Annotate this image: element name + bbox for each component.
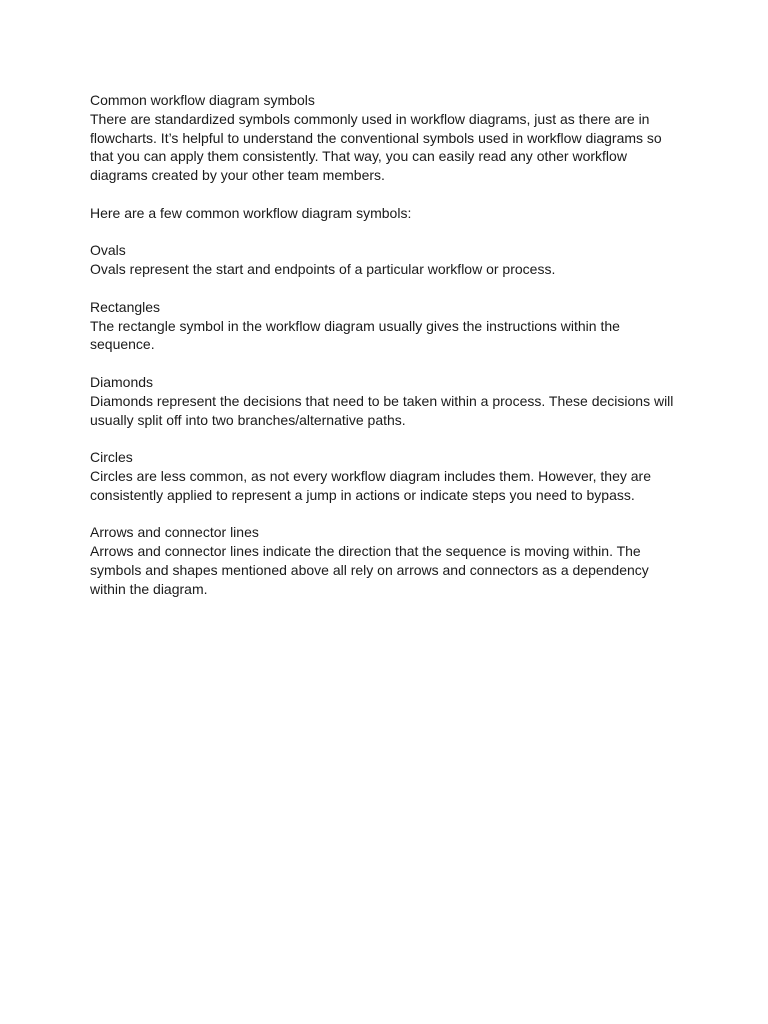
document-body <box>90 91 680 599</box>
paragraph-spacer <box>90 223 680 242</box>
section-heading: Circles <box>90 449 133 466</box>
paragraph-spacer <box>90 185 680 204</box>
section-heading: Diamonds <box>90 373 154 390</box>
section-body: The rectangle symbol in the workflow diagram usually gives the instructions within the sequence. <box>90 317 620 353</box>
section-rectangles <box>90 298 680 354</box>
section-body: Ovals represent the start and endpoints of a particular workflow or process. <box>90 261 556 278</box>
section-ovals <box>90 241 680 279</box>
section-body: Circles are less common, as not every workflow diagram includes them. However, they are consistently applied to represent a jump in actions or indicate steps you need to bypass. <box>90 467 651 503</box>
section-heading: Arrows and connector lines <box>90 524 259 541</box>
section-heading: Ovals <box>90 242 126 259</box>
section-arrows-and-connector-lines <box>90 523 680 598</box>
paragraph-spacer <box>90 279 680 298</box>
section-circles <box>90 448 680 504</box>
section-body: Arrows and connector lines indicate the direction that the sequence is moving within. The symbols and shapes mentioned above all rely on arrows and connectors as a dependency within the diagram. <box>90 543 649 597</box>
paragraph-spacer <box>90 429 680 448</box>
section-diamonds <box>90 373 680 429</box>
section-heading: Rectangles <box>90 298 161 315</box>
section-body: Diamonds represent the decisions that need to be taken within a process. These decisions will usually split off into two branches/alternative paths. <box>90 392 674 428</box>
intro-paragraph: There are standardized symbols commonly used in workflow diagrams, just as there are in flowcharts. It’s helpful to understand the conventional symbols used in workflow diagrams so that you can apply them consistently. That way, you can easily read any other workflow diagrams created by your other team members. <box>90 110 662 184</box>
lead-in-paragraph: Here are a few common workflow diagram symbols: <box>90 204 412 221</box>
paragraph-spacer <box>90 354 680 373</box>
document-title: Common workflow diagram symbols <box>90 92 315 108</box>
paragraph-spacer <box>90 505 680 524</box>
